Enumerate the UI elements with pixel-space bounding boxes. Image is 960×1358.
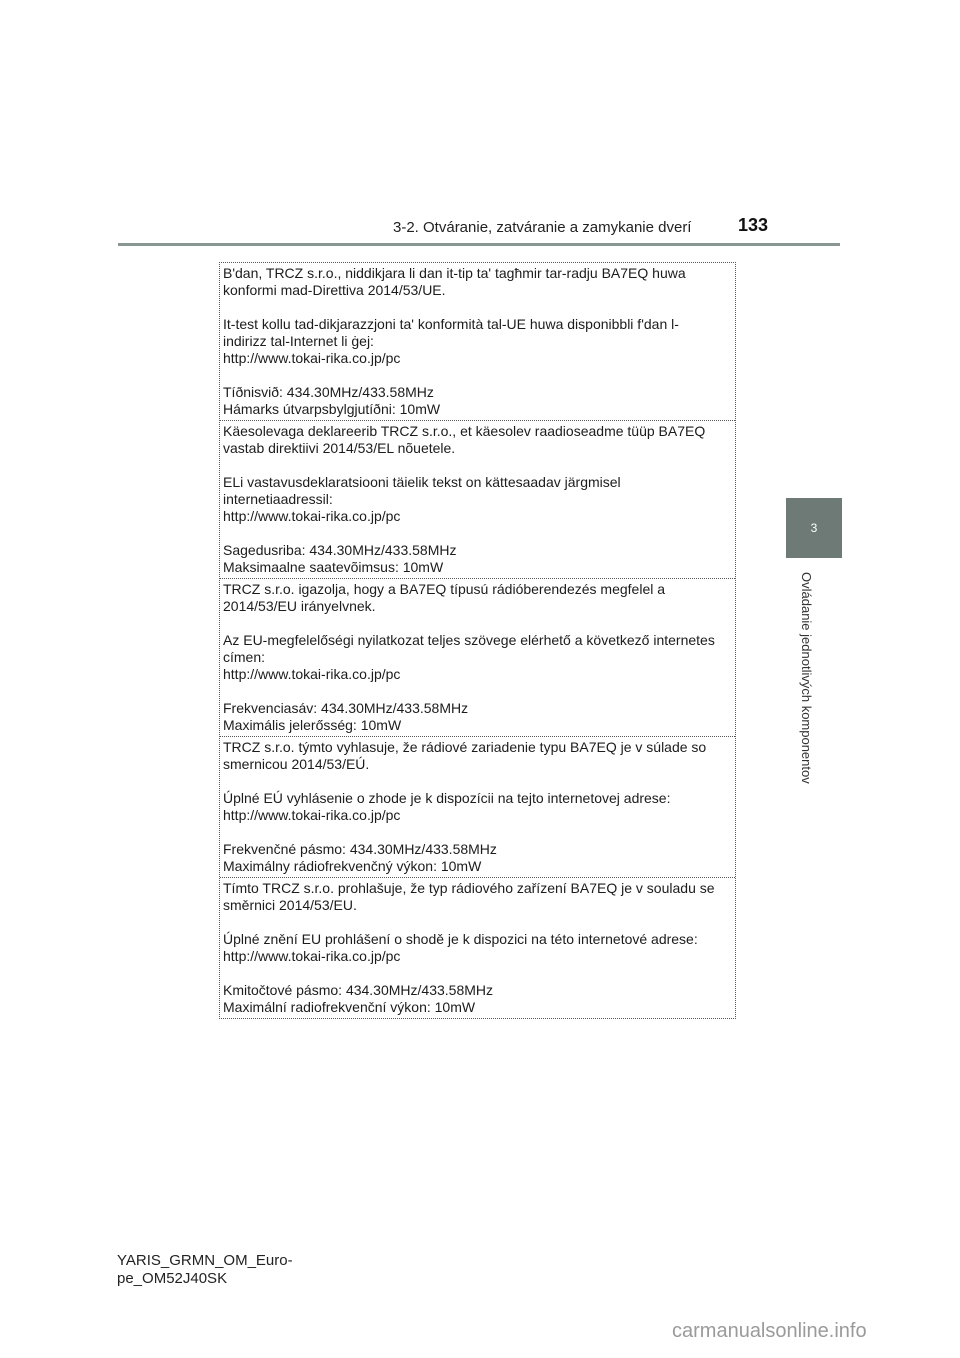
document-code — [117, 1252, 293, 1288]
section-gap — [223, 299, 732, 316]
section-gap — [223, 615, 732, 632]
declaration-line: http://www.tokai-rika.co.jp/pc — [223, 948, 401, 964]
declaration-line: Maksimaalne saatevõimsus: 10mW — [223, 559, 444, 575]
section-gap — [223, 824, 732, 841]
declaration-line: It-test kollu tad-dikjarazzjoni ta' konformità tal-UE huwa disponibbli f'dan l- — [223, 316, 679, 332]
declaration-line: Sagedusriba: 434.30MHz/433.58MHz — [223, 542, 457, 558]
document-code-line-1: YARIS_GRMN_OM_Euro- — [117, 1252, 293, 1269]
declaration-line: konformi mad-Direttiva 2014/53/UE. — [223, 282, 446, 298]
chapter-tab-number: 3 — [810, 521, 818, 535]
declaration-line: http://www.tokai-rika.co.jp/pc — [223, 807, 401, 823]
declaration-line: Úplné EÚ vyhlásenie o zhode je k dispozícii na tejto internetovej adrese: — [223, 790, 671, 806]
declaration-line: Maximális jelerősség: 10mW — [223, 717, 402, 733]
section-gap — [223, 914, 732, 931]
declaration-line: ELi vastavusdeklaratsiooni täielik tekst on kättesaadav järgmisel — [223, 474, 621, 490]
declaration-table — [219, 262, 736, 1019]
watermark: carmanualsonline.info — [672, 1320, 867, 1342]
document-code-line-2: pe_OM52J40SK — [117, 1270, 228, 1287]
declaration-line: smernicou 2014/53/EÚ. — [223, 756, 370, 772]
declaration-section — [220, 579, 735, 737]
declaration-section — [220, 737, 735, 878]
declaration-line: Kmitočtové pásmo: 434.30MHz/433.58MHz — [223, 982, 494, 998]
section-gap — [223, 457, 732, 474]
declaration-line: Maximální radiofrekvenční výkon: 10mW — [223, 999, 476, 1015]
declaration-line: címen: — [223, 649, 266, 665]
section-gap — [223, 683, 732, 700]
declaration-line: http://www.tokai-rika.co.jp/pc — [223, 350, 401, 366]
declaration-line: Tímto TRCZ s.r.o. prohlašuje, že typ rádiového zařízení BA7EQ je v souladu se — [223, 880, 715, 896]
declaration-section — [220, 421, 735, 579]
header-divider — [118, 243, 840, 246]
declaration-line: Frekvenciasáv: 434.30MHz/433.58MHz — [223, 700, 469, 716]
chapter-side-label: Ovládanie jednotlivých komponentov — [799, 572, 814, 784]
declaration-line: Úplné znění EU prohlášení o shodě je k dispozici na této internetové adrese: — [223, 931, 698, 947]
page-number: 133 — [738, 215, 769, 235]
declaration-line: indirizz tal-Internet li ġej: — [223, 333, 374, 349]
declaration-section — [220, 878, 735, 1018]
declaration-line: B'dan, TRCZ s.r.o., niddikjara li dan it-tip ta' tagħmir tar-radju BA7EQ huwa — [223, 265, 686, 281]
chapter-title: 3-2. Otváranie, zatváranie a zamykanie dverí — [393, 219, 692, 236]
section-gap — [223, 773, 732, 790]
declaration-line: Käesolevaga deklareerib TRCZ s.r.o., et käesolev raadioseadme tüüp BA7EQ — [223, 423, 706, 439]
chapter-tab — [786, 498, 842, 558]
declaration-line: Frekvenčné pásmo: 434.30MHz/433.58MHz — [223, 841, 497, 857]
section-gap — [223, 525, 732, 542]
section-gap — [223, 367, 732, 384]
declaration-line: http://www.tokai-rika.co.jp/pc — [223, 508, 401, 524]
declaration-line: http://www.tokai-rika.co.jp/pc — [223, 666, 401, 682]
declaration-line: internetiaadressil: — [223, 491, 333, 507]
declaration-line: vastab direktiivi 2014/53/EL nõuetele. — [223, 440, 456, 456]
declaration-line: TRCZ s.r.o. týmto vyhlasuje, že rádiové zariadenie typu BA7EQ je v súlade so — [223, 739, 707, 755]
declaration-line: Tíðnisvið: 434.30MHz/433.58MHz — [223, 384, 434, 400]
declaration-line: směrnici 2014/53/EU. — [223, 897, 357, 913]
declaration-line: Hámarks útvarpsbylgjutíðni: 10mW — [223, 401, 441, 417]
section-gap — [223, 965, 732, 982]
declaration-line: Az EU-megfelelőségi nyilatkozat teljes szövege elérhető a következő internetes — [223, 632, 715, 648]
declaration-line: 2014/53/EU irányelvnek. — [223, 598, 376, 614]
declaration-section — [220, 263, 735, 421]
declaration-line: TRCZ s.r.o. igazolja, hogy a BA7EQ típusú rádióberendezés megfelel a — [223, 581, 666, 597]
declaration-line: Maximálny rádiofrekvenčný výkon: 10mW — [223, 858, 482, 874]
